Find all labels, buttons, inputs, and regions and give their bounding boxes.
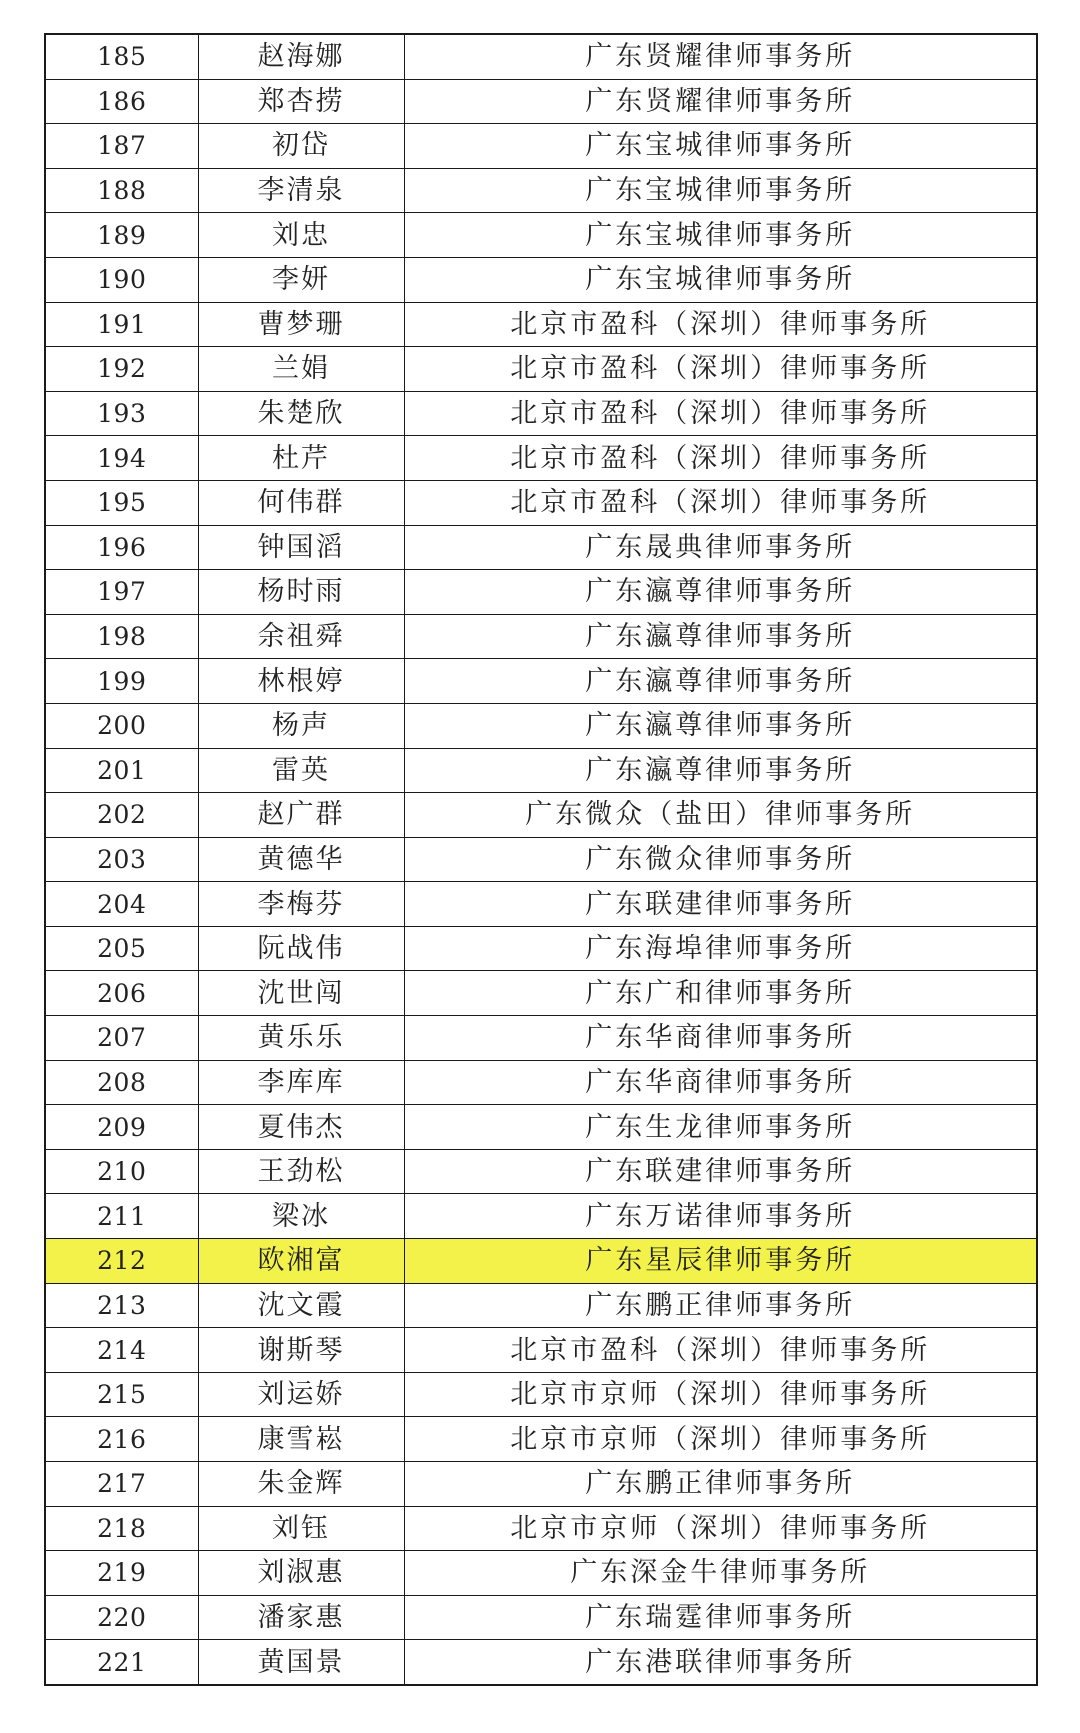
lawyer-name-cell: 郑杏捞 — [198, 79, 404, 124]
law-firm-cell: 广东鹏正律师事务所 — [404, 1283, 1037, 1328]
law-firm-cell: 广东贤耀律师事务所 — [404, 79, 1037, 124]
law-firm-cell: 广东瀛尊律师事务所 — [404, 748, 1037, 793]
lawyer-name-cell: 梁冰 — [198, 1194, 404, 1239]
table-row — [45, 971, 1037, 1016]
lawyer-name-cell: 赵广群 — [198, 793, 404, 838]
row-number-cell: 206 — [45, 971, 198, 1016]
law-firm-cell: 北京市京师（深圳）律师事务所 — [404, 1417, 1037, 1462]
lawyer-name-cell: 夏伟杰 — [198, 1105, 404, 1150]
row-number-cell: 219 — [45, 1551, 198, 1596]
table-row — [45, 79, 1037, 124]
row-number-cell: 211 — [45, 1194, 198, 1239]
law-firm-cell: 广东贤耀律师事务所 — [404, 34, 1037, 79]
table-row — [45, 926, 1037, 971]
law-firm-cell: 广东鹏正律师事务所 — [404, 1462, 1037, 1507]
row-number-cell: 221 — [45, 1640, 198, 1685]
law-firm-cell: 北京市盈科（深圳）律师事务所 — [404, 436, 1037, 481]
law-firm-cell: 广东瑞霆律师事务所 — [404, 1595, 1037, 1640]
row-number-cell: 197 — [45, 570, 198, 615]
lawyer-name-cell: 兰娟 — [198, 347, 404, 392]
lawyer-name-cell: 余祖舜 — [198, 614, 404, 659]
row-number-cell: 193 — [45, 391, 198, 436]
table-row — [45, 168, 1037, 213]
table-row — [45, 302, 1037, 347]
lawyer-name-cell: 康雪崧 — [198, 1417, 404, 1462]
table-row — [45, 659, 1037, 704]
row-number-cell: 204 — [45, 882, 198, 927]
table-row — [45, 124, 1037, 169]
table-row — [45, 1506, 1037, 1551]
table-row-highlighted — [45, 1239, 1037, 1284]
law-firm-cell: 北京市盈科（深圳）律师事务所 — [404, 480, 1037, 525]
row-number-cell: 217 — [45, 1462, 198, 1507]
law-firm-cell: 北京市盈科（深圳）律师事务所 — [404, 302, 1037, 347]
row-number-cell: 205 — [45, 926, 198, 971]
table-row — [45, 748, 1037, 793]
table-row — [45, 1462, 1037, 1507]
lawyer-name-cell: 黄德华 — [198, 837, 404, 882]
row-number-cell: 185 — [45, 34, 198, 79]
law-firm-cell: 广东宝城律师事务所 — [404, 257, 1037, 302]
row-number-cell: 214 — [45, 1328, 198, 1373]
lawyer-name-cell: 刘忠 — [198, 213, 404, 258]
law-firm-cell: 广东港联律师事务所 — [404, 1640, 1037, 1685]
roster-table-body — [45, 34, 1037, 1685]
law-firm-cell: 北京市京师（深圳）律师事务所 — [404, 1372, 1037, 1417]
row-number-cell: 199 — [45, 659, 198, 704]
table-row — [45, 1194, 1037, 1239]
lawyer-name-cell: 朱楚欣 — [198, 391, 404, 436]
law-firm-cell: 北京市京师（深圳）律师事务所 — [404, 1506, 1037, 1551]
law-firm-cell: 广东宝城律师事务所 — [404, 213, 1037, 258]
row-number-cell: 191 — [45, 302, 198, 347]
table-row — [45, 1060, 1037, 1105]
row-number-cell: 190 — [45, 257, 198, 302]
table-row — [45, 614, 1037, 659]
row-number-cell: 196 — [45, 525, 198, 570]
table-row — [45, 882, 1037, 927]
row-number-cell: 200 — [45, 703, 198, 748]
law-firm-cell: 广东瀛尊律师事务所 — [404, 659, 1037, 704]
law-firm-cell: 北京市盈科（深圳）律师事务所 — [404, 347, 1037, 392]
table-row — [45, 570, 1037, 615]
lawyer-name-cell: 雷英 — [198, 748, 404, 793]
lawyer-name-cell: 沈文霞 — [198, 1283, 404, 1328]
law-firm-cell: 广东华商律师事务所 — [404, 1060, 1037, 1105]
lawyer-name-cell: 朱金辉 — [198, 1462, 404, 1507]
law-firm-cell: 广东宝城律师事务所 — [404, 124, 1037, 169]
law-firm-cell: 北京市盈科（深圳）律师事务所 — [404, 1328, 1037, 1373]
row-number-cell: 207 — [45, 1016, 198, 1061]
law-firm-cell: 广东瀛尊律师事务所 — [404, 570, 1037, 615]
row-number-cell: 208 — [45, 1060, 198, 1105]
lawyer-name-cell: 谢斯琴 — [198, 1328, 404, 1373]
table-row — [45, 703, 1037, 748]
table-row — [45, 1328, 1037, 1373]
lawyer-name-cell: 初岱 — [198, 124, 404, 169]
row-number-cell: 192 — [45, 347, 198, 392]
row-number-cell: 198 — [45, 614, 198, 659]
lawyer-name-cell: 杨声 — [198, 703, 404, 748]
law-firm-cell: 广东瀛尊律师事务所 — [404, 703, 1037, 748]
table-row — [45, 1551, 1037, 1596]
lawyer-name-cell: 刘钰 — [198, 1506, 404, 1551]
table-row — [45, 1640, 1037, 1685]
row-number-cell: 212 — [45, 1239, 198, 1284]
lawyer-name-cell: 赵海娜 — [198, 34, 404, 79]
law-firm-cell: 广东华商律师事务所 — [404, 1016, 1037, 1061]
table-row — [45, 1372, 1037, 1417]
law-firm-cell: 广东晟典律师事务所 — [404, 525, 1037, 570]
row-number-cell: 188 — [45, 168, 198, 213]
table-row — [45, 793, 1037, 838]
row-number-cell: 220 — [45, 1595, 198, 1640]
lawyer-name-cell: 钟国滔 — [198, 525, 404, 570]
table-row — [45, 1016, 1037, 1061]
law-firm-cell: 广东万诺律师事务所 — [404, 1194, 1037, 1239]
row-number-cell: 218 — [45, 1506, 198, 1551]
lawyer-name-cell: 李梅芬 — [198, 882, 404, 927]
table-row — [45, 525, 1037, 570]
lawyer-name-cell: 黄国景 — [198, 1640, 404, 1685]
lawyer-name-cell: 潘家惠 — [198, 1595, 404, 1640]
lawyer-name-cell: 沈世闯 — [198, 971, 404, 1016]
lawyer-name-cell: 李妍 — [198, 257, 404, 302]
row-number-cell: 189 — [45, 213, 198, 258]
table-row — [45, 1283, 1037, 1328]
table-row — [45, 34, 1037, 79]
law-firm-cell: 广东宝城律师事务所 — [404, 168, 1037, 213]
row-number-cell: 187 — [45, 124, 198, 169]
row-number-cell: 213 — [45, 1283, 198, 1328]
row-number-cell: 203 — [45, 837, 198, 882]
lawyer-name-cell: 杜芹 — [198, 436, 404, 481]
table-row — [45, 1149, 1037, 1194]
law-firm-cell: 广东海埠律师事务所 — [404, 926, 1037, 971]
law-firm-cell: 广东广和律师事务所 — [404, 971, 1037, 1016]
law-firm-cell: 广东星辰律师事务所 — [404, 1239, 1037, 1284]
row-number-cell: 201 — [45, 748, 198, 793]
law-firm-cell: 广东瀛尊律师事务所 — [404, 614, 1037, 659]
lawyer-name-cell: 杨时雨 — [198, 570, 404, 615]
row-number-cell: 209 — [45, 1105, 198, 1150]
row-number-cell: 210 — [45, 1149, 198, 1194]
row-number-cell: 186 — [45, 79, 198, 124]
lawyer-name-cell: 阮战伟 — [198, 926, 404, 971]
law-firm-cell: 北京市盈科（深圳）律师事务所 — [404, 391, 1037, 436]
lawyer-name-cell: 曹梦珊 — [198, 302, 404, 347]
lawyer-name-cell: 刘运娇 — [198, 1372, 404, 1417]
law-firm-cell: 广东微众律师事务所 — [404, 837, 1037, 882]
table-row — [45, 257, 1037, 302]
lawyer-name-cell: 欧湘富 — [198, 1239, 404, 1284]
row-number-cell: 195 — [45, 480, 198, 525]
lawyer-name-cell: 王劲松 — [198, 1149, 404, 1194]
row-number-cell: 215 — [45, 1372, 198, 1417]
law-firm-cell: 广东联建律师事务所 — [404, 882, 1037, 927]
lawyer-roster-table — [44, 33, 1038, 1686]
lawyer-name-cell: 李库库 — [198, 1060, 404, 1105]
lawyer-name-cell: 刘淑惠 — [198, 1551, 404, 1596]
lawyer-name-cell: 林根婷 — [198, 659, 404, 704]
row-number-cell: 216 — [45, 1417, 198, 1462]
row-number-cell: 194 — [45, 436, 198, 481]
table-row — [45, 436, 1037, 481]
law-firm-cell: 广东生龙律师事务所 — [404, 1105, 1037, 1150]
lawyer-name-cell: 李清泉 — [198, 168, 404, 213]
lawyer-name-cell: 何伟群 — [198, 480, 404, 525]
table-row — [45, 1105, 1037, 1150]
row-number-cell: 202 — [45, 793, 198, 838]
table-row — [45, 480, 1037, 525]
law-firm-cell: 广东深金牛律师事务所 — [404, 1551, 1037, 1596]
lawyer-name-cell: 黄乐乐 — [198, 1016, 404, 1061]
table-row — [45, 213, 1037, 258]
table-row — [45, 1417, 1037, 1462]
table-row — [45, 1595, 1037, 1640]
table-row — [45, 391, 1037, 436]
law-firm-cell: 广东联建律师事务所 — [404, 1149, 1037, 1194]
table-row — [45, 347, 1037, 392]
law-firm-cell: 广东微众（盐田）律师事务所 — [404, 793, 1037, 838]
table-row — [45, 837, 1037, 882]
